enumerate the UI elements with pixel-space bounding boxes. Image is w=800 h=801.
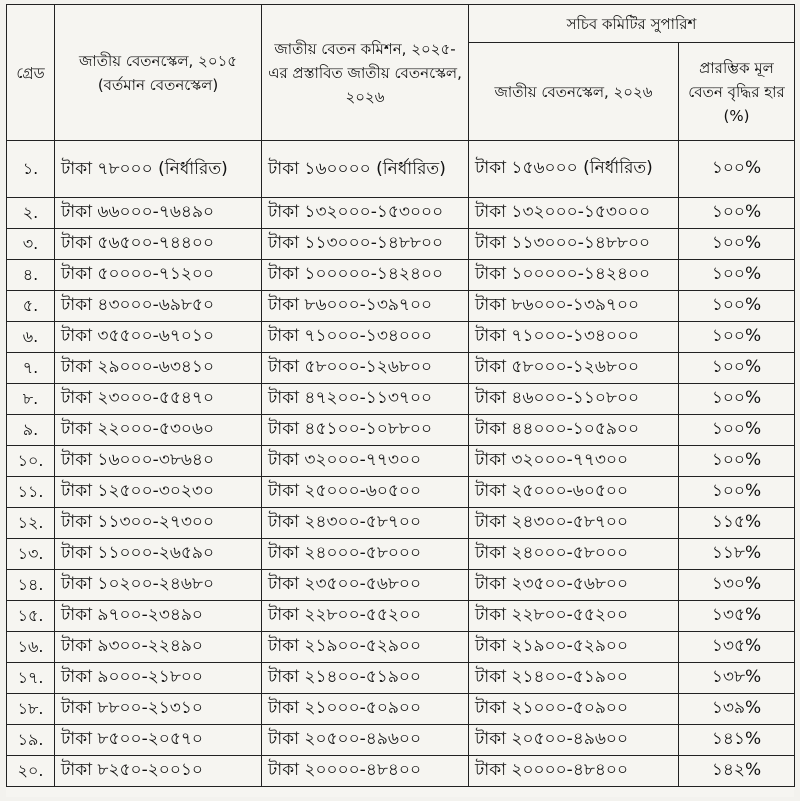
pay-scale-table bbox=[6, 4, 795, 787]
scale-2026-cell: টাকা ২৩৫০০-৫৬৮০০ bbox=[469, 570, 679, 601]
grade-cell: ২০. bbox=[7, 756, 55, 787]
scale-2015-cell: টাকা ২৯০০০-৬৩৪১০ bbox=[55, 353, 262, 384]
table-row bbox=[7, 291, 795, 322]
commission-2026-cell: টাকা ১৩২০০০-১৫৩০০০ bbox=[262, 198, 469, 229]
commission-2026-cell: টাকা ৮৬০০০-১৩৯৭০০ bbox=[262, 291, 469, 322]
scale-2015-cell: টাকা ৮৮০০-২১৩১০ bbox=[55, 694, 262, 725]
table-row bbox=[7, 632, 795, 663]
increase-rate-cell: ১০০% bbox=[679, 477, 795, 508]
scale-2015-cell: টাকা ৮২৫০-২০০১০ bbox=[55, 756, 262, 787]
scale-2026-cell: টাকা ২৪০০০-৫৮০০০ bbox=[469, 539, 679, 570]
grade-cell: ১৩. bbox=[7, 539, 55, 570]
header-scale-2015: জাতীয় বেতনস্কেল, ২০১৫ (বর্তমান বেতনস্কেল) bbox=[55, 5, 262, 141]
commission-2026-cell: টাকা ৩২০০০-৭৭৩০০ bbox=[262, 446, 469, 477]
scale-2026-cell: টাকা ২০০০০-৪৮৪০০ bbox=[469, 756, 679, 787]
header-increase-rate: প্রারম্ভিক মূল বেতন বৃদ্ধির হার (%) bbox=[679, 43, 795, 141]
table-row bbox=[7, 260, 795, 291]
commission-2026-cell: টাকা ১৬০০০০ (নির্ধারিত) bbox=[262, 141, 469, 198]
scale-2015-cell: টাকা ৯৩০০-২২৪৯০ bbox=[55, 632, 262, 663]
commission-2026-cell: টাকা ৭১০০০-১৩৪০০০ bbox=[262, 322, 469, 353]
header-grade: গ্রেড bbox=[7, 5, 55, 141]
commission-2026-cell: টাকা ৪৭২০০-১১৩৭০০ bbox=[262, 384, 469, 415]
scale-2015-cell: টাকা ২২০০০-৫৩০৬০ bbox=[55, 415, 262, 446]
increase-rate-cell: ১০০% bbox=[679, 198, 795, 229]
increase-rate-cell: ১৩৯% bbox=[679, 694, 795, 725]
scale-2026-cell: টাকা ২২৮০০-৫৫২০০ bbox=[469, 601, 679, 632]
scale-2015-cell: টাকা ১০২০০-২৪৬৮০ bbox=[55, 570, 262, 601]
increase-rate-cell: ১০০% bbox=[679, 260, 795, 291]
scale-2026-cell: টাকা ৮৬০০০-১৩৯৭০০ bbox=[469, 291, 679, 322]
scale-2026-cell: টাকা ১০০০০০-১৪২৪০০ bbox=[469, 260, 679, 291]
grade-cell: ১৭. bbox=[7, 663, 55, 694]
commission-2026-cell: টাকা ২৪৩০০-৫৮৭০০ bbox=[262, 508, 469, 539]
grade-cell: ১১. bbox=[7, 477, 55, 508]
table-row bbox=[7, 508, 795, 539]
increase-rate-cell: ১৩৮% bbox=[679, 663, 795, 694]
commission-2026-cell: টাকা ৫৮০০০-১২৬৮০০ bbox=[262, 353, 469, 384]
increase-rate-cell: ১০০% bbox=[679, 322, 795, 353]
grade-cell: ৫. bbox=[7, 291, 55, 322]
grade-cell: ৯. bbox=[7, 415, 55, 446]
scale-2026-cell: টাকা ২১৪০০-৫১৯০০ bbox=[469, 663, 679, 694]
increase-rate-cell: ১৩৫% bbox=[679, 601, 795, 632]
scale-2015-cell: টাকা ১২৫০০-৩০২৩০ bbox=[55, 477, 262, 508]
commission-2026-cell: টাকা ২৩৫০০-৫৬৮০০ bbox=[262, 570, 469, 601]
scale-2015-cell: টাকা ২৩০০০-৫৫৪৭০ bbox=[55, 384, 262, 415]
scale-2026-cell: টাকা ৪৪০০০-১০৫৯০০ bbox=[469, 415, 679, 446]
table-row bbox=[7, 601, 795, 632]
scale-2026-cell: টাকা ১১৩০০০-১৪৮৮০০ bbox=[469, 229, 679, 260]
scale-2015-cell: টাকা ৬৬০০০-৭৬৪৯০ bbox=[55, 198, 262, 229]
scale-2015-cell: টাকা ৩৫৫০০-৬৭০১০ bbox=[55, 322, 262, 353]
header-secretary-committee: সচিব কমিটির সুপারিশ bbox=[469, 5, 795, 43]
scale-2026-cell: টাকা ২১০০০-৫০৯০০ bbox=[469, 694, 679, 725]
commission-2026-cell: টাকা ২০৫০০-৪৯৬০০ bbox=[262, 725, 469, 756]
grade-cell: ১৪. bbox=[7, 570, 55, 601]
scale-2015-cell: টাকা ৭৮০০০ (নির্ধারিত) bbox=[55, 141, 262, 198]
scale-2026-cell: টাকা ২৪৩০০-৫৮৭০০ bbox=[469, 508, 679, 539]
commission-2026-cell: টাকা ২১৪০০-৫১৯০০ bbox=[262, 663, 469, 694]
table-row bbox=[7, 141, 795, 198]
table-row bbox=[7, 229, 795, 260]
scale-2026-cell: টাকা ১৫৬০০০ (নির্ধারিত) bbox=[469, 141, 679, 198]
grade-cell: ১০. bbox=[7, 446, 55, 477]
increase-rate-cell: ১০০% bbox=[679, 446, 795, 477]
table-body bbox=[7, 141, 795, 787]
header-commission-2026: জাতীয় বেতন কমিশন, ২০২৫-এর প্রস্তাবিত জাতীয় বেতনস্কেল, ২০২৬ bbox=[262, 5, 469, 141]
scale-2026-cell: টাকা ২০৫০০-৪৯৬০০ bbox=[469, 725, 679, 756]
grade-cell: ৩. bbox=[7, 229, 55, 260]
scale-2026-cell: টাকা ২৫০০০-৬০৫০০ bbox=[469, 477, 679, 508]
commission-2026-cell: টাকা ১০০০০০-১৪২৪০০ bbox=[262, 260, 469, 291]
scale-2015-cell: টাকা ১১০০০-২৬৫৯০ bbox=[55, 539, 262, 570]
table-row bbox=[7, 694, 795, 725]
table-row bbox=[7, 446, 795, 477]
grade-cell: ১৯. bbox=[7, 725, 55, 756]
scale-2026-cell: টাকা ২১৯০০-৫২৯০০ bbox=[469, 632, 679, 663]
scale-2015-cell: টাকা ৮৫০০-২০৫৭০ bbox=[55, 725, 262, 756]
scale-2026-cell: টাকা ৩২০০০-৭৭৩০০ bbox=[469, 446, 679, 477]
grade-cell: ৪. bbox=[7, 260, 55, 291]
increase-rate-cell: ১০০% bbox=[679, 229, 795, 260]
commission-2026-cell: টাকা ৪৫১০০-১০৮৮০০ bbox=[262, 415, 469, 446]
table-row bbox=[7, 539, 795, 570]
increase-rate-cell: ১০০% bbox=[679, 353, 795, 384]
scale-2026-cell: টাকা ৫৮০০০-১২৬৮০০ bbox=[469, 353, 679, 384]
table-row bbox=[7, 725, 795, 756]
grade-cell: ১. bbox=[7, 141, 55, 198]
scale-2026-cell: টাকা ৭১০০০-১৩৪০০০ bbox=[469, 322, 679, 353]
table-row bbox=[7, 570, 795, 601]
increase-rate-cell: ১৪২% bbox=[679, 756, 795, 787]
increase-rate-cell: ১০০% bbox=[679, 291, 795, 322]
increase-rate-cell: ১০০% bbox=[679, 141, 795, 198]
header-scale-2026: জাতীয় বেতনস্কেল, ২০২৬ bbox=[469, 43, 679, 141]
grade-cell: ২. bbox=[7, 198, 55, 229]
grade-cell: ১৬. bbox=[7, 632, 55, 663]
grade-cell: ৬. bbox=[7, 322, 55, 353]
grade-cell: ৭. bbox=[7, 353, 55, 384]
increase-rate-cell: ১৪১% bbox=[679, 725, 795, 756]
table-row bbox=[7, 756, 795, 787]
increase-rate-cell: ১৩৫% bbox=[679, 632, 795, 663]
scale-2015-cell: টাকা ১৬০০০-৩৮৬৪০ bbox=[55, 446, 262, 477]
grade-cell: ১৮. bbox=[7, 694, 55, 725]
scale-2015-cell: টাকা ৫০০০০-৭১২০০ bbox=[55, 260, 262, 291]
commission-2026-cell: টাকা ২১৯০০-৫২৯০০ bbox=[262, 632, 469, 663]
increase-rate-cell: ১০০% bbox=[679, 415, 795, 446]
scale-2015-cell: টাকা ৯৭০০-২৩৪৯০ bbox=[55, 601, 262, 632]
table-row bbox=[7, 384, 795, 415]
scale-2015-cell: টাকা ৪৩০০০-৬৯৮৫০ bbox=[55, 291, 262, 322]
increase-rate-cell: ১০০% bbox=[679, 384, 795, 415]
increase-rate-cell: ১১৮% bbox=[679, 539, 795, 570]
commission-2026-cell: টাকা ২১০০০-৫০৯০০ bbox=[262, 694, 469, 725]
pay-scale-document bbox=[6, 4, 794, 797]
table-row bbox=[7, 477, 795, 508]
scale-2015-cell: টাকা ৫৬৫০০-৭৪৪০০ bbox=[55, 229, 262, 260]
commission-2026-cell: টাকা ২২৮০০-৫৫২০০ bbox=[262, 601, 469, 632]
commission-2026-cell: টাকা ১১৩০০০-১৪৮৮০০ bbox=[262, 229, 469, 260]
table-row bbox=[7, 322, 795, 353]
grade-cell: ১৫. bbox=[7, 601, 55, 632]
scale-2015-cell: টাকা ৯০০০-২১৮০০ bbox=[55, 663, 262, 694]
table-row bbox=[7, 198, 795, 229]
commission-2026-cell: টাকা ২৪০০০-৫৮০০০ bbox=[262, 539, 469, 570]
table-row bbox=[7, 415, 795, 446]
scale-2026-cell: টাকা ১৩২০০০-১৫৩০০০ bbox=[469, 198, 679, 229]
increase-rate-cell: ১৩০% bbox=[679, 570, 795, 601]
commission-2026-cell: টাকা ২৫০০০-৬০৫০০ bbox=[262, 477, 469, 508]
commission-2026-cell: টাকা ২০০০০-৪৮৪০০ bbox=[262, 756, 469, 787]
table-row bbox=[7, 663, 795, 694]
grade-cell: ১২. bbox=[7, 508, 55, 539]
increase-rate-cell: ১১৫% bbox=[679, 508, 795, 539]
scale-2015-cell: টাকা ১১৩০০-২৭৩০০ bbox=[55, 508, 262, 539]
grade-cell: ৮. bbox=[7, 384, 55, 415]
table-row bbox=[7, 353, 795, 384]
scale-2026-cell: টাকা ৪৬০০০-১১০৮০০ bbox=[469, 384, 679, 415]
